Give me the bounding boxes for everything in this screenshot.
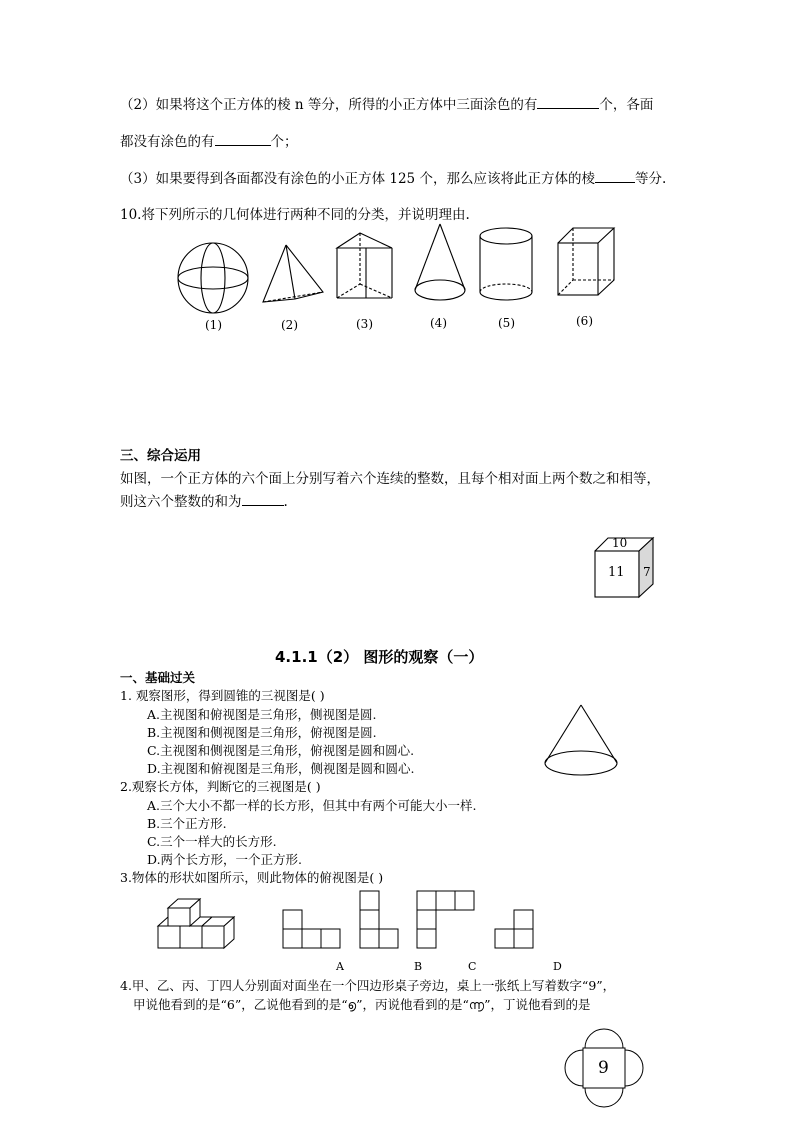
section3-line1: 如图，一个正方体的六个面上分别写着六个连续的整数，且每个相对面上两个数之和相等， bbox=[120, 471, 660, 487]
q9-part2-line2: 都没有涂色的有 个； bbox=[120, 134, 298, 150]
q2-option-a: A.三个大小不都一样的长方形，但其中有两个可能大小一样. bbox=[147, 798, 477, 813]
option-a-label[interactable]: A bbox=[336, 960, 344, 973]
q4-line2: 甲说他看到的是“6”，乙说他看到的是“൭”，丙说他看到的是“൬”，丁说他看到的是 bbox=[133, 997, 591, 1012]
option-c-view bbox=[417, 891, 474, 948]
solid-label-3: (3) bbox=[356, 317, 373, 331]
q1-option-c: C.主视图和侧视图是三角形，俯视图是圆和圆心. bbox=[147, 743, 415, 758]
solid-label-1: (1) bbox=[205, 318, 222, 332]
solid-label-4: (4) bbox=[430, 316, 447, 330]
cube-front-number: 11 bbox=[608, 565, 625, 580]
q1-option-d: D.主视图和俯视图是三角形，侧视图是圆和圆心. bbox=[147, 761, 415, 776]
solid-label-2: (2) bbox=[281, 318, 298, 332]
q3-stem: 3.物体的形状如图所示，则此物体的俯视图是( ) bbox=[120, 870, 384, 885]
solids-figure bbox=[0, 222, 794, 332]
section-heading-3: 三、综合运用 bbox=[120, 448, 201, 464]
answer-blank[interactable] bbox=[595, 170, 635, 183]
answer-blank[interactable] bbox=[537, 96, 599, 109]
option-a-view bbox=[283, 910, 340, 948]
page-number-badge bbox=[565, 1028, 655, 1108]
answer-blank[interactable] bbox=[215, 133, 271, 146]
q9-part2-line1: （2）如果将这个正方体的棱 n 等分，所得的小正方体中三面涂色的有 个，各面 bbox=[120, 97, 654, 113]
q10-question: 10.将下列所示的几何体进行两种不同的分类，并说明理由. bbox=[120, 207, 470, 223]
cone-shape bbox=[415, 224, 465, 300]
option-b-view bbox=[360, 891, 398, 948]
q3-figures bbox=[150, 888, 650, 958]
answer-blank[interactable] bbox=[242, 493, 284, 506]
q1-stem: 1. 观察图形，得到圆锥的三视图是( ) bbox=[120, 688, 325, 703]
solid-label-5: (5) bbox=[498, 316, 515, 330]
q1-option-b: B.主视图和侧视图是三角形，俯视图是圆. bbox=[147, 725, 377, 740]
section-heading-1: 一、基础过关 bbox=[120, 670, 196, 685]
q2-stem: 2.观察长方体，判断它的三视图是( ) bbox=[120, 779, 321, 794]
q9-part3: （3）如果要得到各面都没有涂色的小正方体 125 个，那么应该将此正方体的棱 等分. bbox=[120, 171, 667, 187]
option-b-label[interactable]: B bbox=[414, 960, 423, 973]
section3-line2: 则这六个整数的和为 . bbox=[120, 494, 288, 510]
q2-option-b: B.三个正方形. bbox=[147, 816, 227, 831]
block-solid bbox=[158, 899, 234, 948]
option-d-view bbox=[495, 910, 533, 948]
option-c-label[interactable]: C bbox=[468, 960, 477, 973]
cube-top-number: 10 bbox=[612, 536, 628, 550]
q2-option-d: D.两个长方形，一个正方形. bbox=[147, 852, 303, 867]
pyramid-shape bbox=[263, 245, 323, 302]
option-d-label[interactable]: D bbox=[553, 960, 562, 973]
page-number: 9 bbox=[598, 1058, 609, 1078]
solid-label-6: (6) bbox=[576, 314, 593, 328]
cone-figure bbox=[540, 700, 640, 790]
cylinder-shape bbox=[480, 228, 532, 300]
q2-option-c: C.三个一样大的长方形. bbox=[147, 834, 277, 849]
q1-option-a: A.主视图和俯视图是三角形，侧视图是圆. bbox=[147, 707, 377, 722]
cube-side-number: 7 bbox=[643, 565, 651, 579]
sphere-shape bbox=[178, 243, 248, 313]
q4-line1: 4.甲、乙、丙、丁四人分别面对面坐在一个四边形桌子旁边，桌上一张纸上写着数字“9”， bbox=[120, 978, 616, 993]
cube-shape bbox=[558, 228, 614, 295]
lesson-title: 4.1.1（2） 图形的观察（一） bbox=[275, 648, 484, 666]
prism-shape bbox=[337, 233, 392, 298]
